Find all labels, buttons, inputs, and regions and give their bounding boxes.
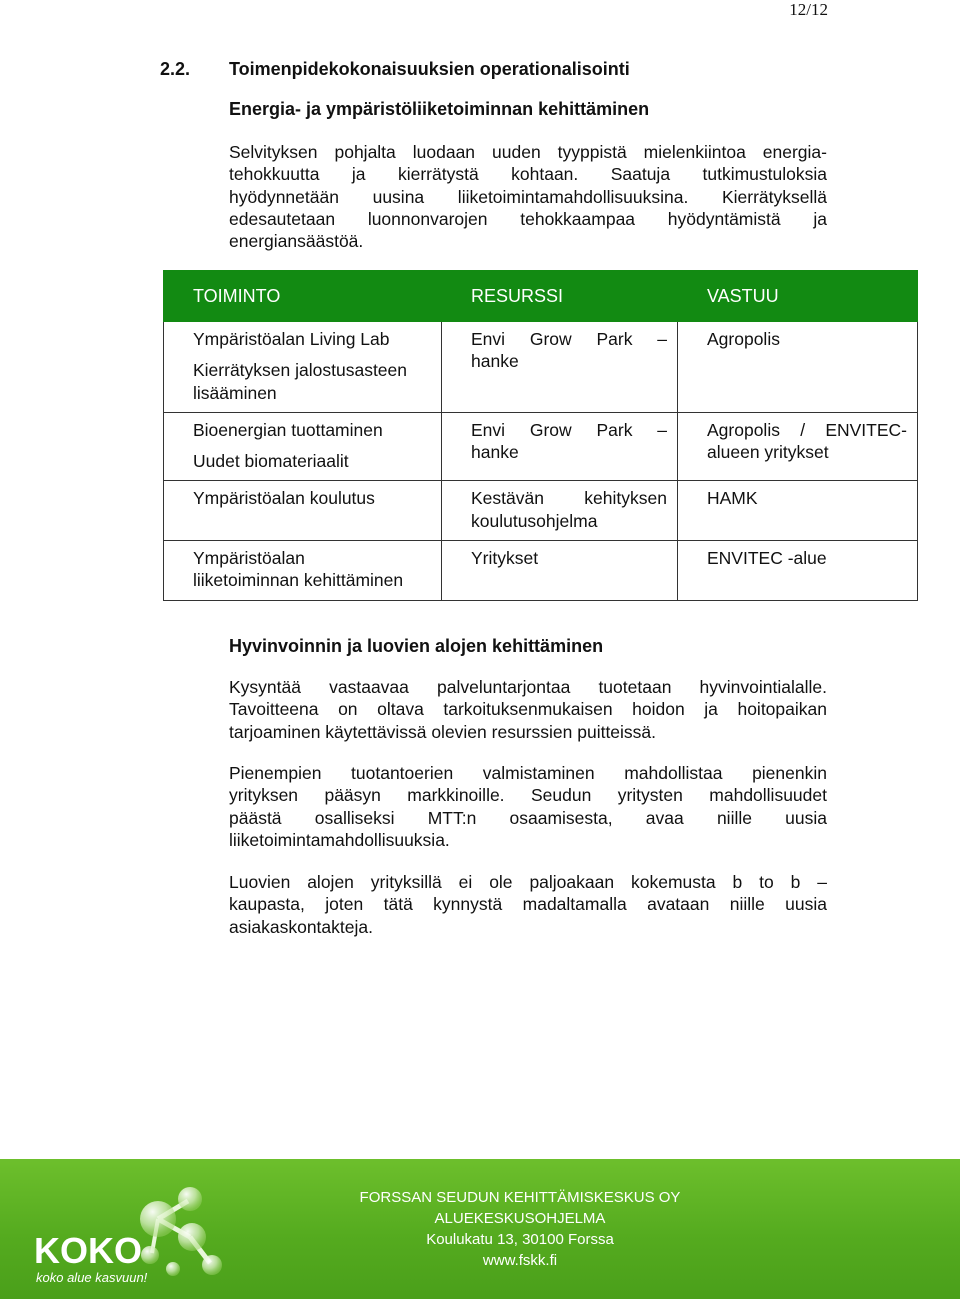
energy-paragraph [229, 141, 827, 252]
cell-resurssi [442, 541, 678, 601]
wellbeing-paragraph-3 [229, 871, 827, 938]
paragraph-line: päästä osalliseksi MTT:n osaamisesta, avaa niille uusia [229, 807, 827, 828]
logo-text: KOKO [34, 1230, 142, 1271]
cell-line: Kestävän kehityksen [471, 488, 667, 509]
cell-line: Ympäristöalan Living Lab [193, 329, 390, 349]
table-row [164, 322, 918, 413]
footer-program: ALUEKESKUSOHJELMA [434, 1210, 606, 1227]
cell-line: Kierrätyksen jalostusasteen lisääminen [193, 360, 407, 403]
actions-table [163, 270, 918, 601]
footer-org: FORSSAN SEUDUN KEHITTÄMISKESKUS OY [359, 1189, 681, 1206]
cell-toiminto [164, 322, 442, 413]
cell-line: alueen yritykset [707, 442, 829, 463]
cell-line: hanke [471, 351, 519, 372]
header-toiminto: TOIMINTO [164, 271, 442, 322]
cell-line: Envi Grow Park – [471, 419, 667, 440]
page-footer [0, 1159, 960, 1299]
cell-line: hanke [471, 442, 519, 463]
energy-line: tehokkuutta ja kierrätystä kohtaan. Saatuja tutkimustuloksia [229, 164, 827, 185]
page-number: 12/12 [789, 0, 828, 19]
cell-line: Ympäristöalan [193, 548, 305, 569]
footer-address: Koulukatu 13, 30100 Forssa [426, 1231, 614, 1248]
energy-line: edesautetaan luonnonvarojen tehokkaampaa hyödyntämistä ja [229, 208, 827, 229]
cell-vastuu [678, 541, 918, 601]
header-vastuu: VASTUU [678, 271, 918, 322]
paragraph-line: Tavoitteena on oltava tarkoituksenmukaisen hoidon ja hoitopaikan [229, 699, 827, 720]
wellbeing-paragraph-1 [229, 676, 827, 743]
cell-line: Uudet biomateriaalit [193, 451, 349, 472]
paragraph-line: Kysyntää vastaavaa palveluntarjontaa tuotetaan hyvinvointialalle. [229, 677, 827, 697]
cell-line: Ympäristöalan koulutus [193, 488, 375, 509]
section-number: 2.2. [160, 59, 191, 79]
wellbeing-paragraph-2 [229, 762, 827, 851]
table-row [164, 481, 918, 541]
cell-toiminto [164, 481, 442, 541]
paragraph-line: kaupasta, joten tätä kynnystä madaltamalla avataan niille uusia [229, 894, 827, 915]
energy-line: hyödynnetään uusina liiketoimintamahdollisuuksina. Kierrätyksellä [229, 186, 827, 207]
cell-resurssi [442, 412, 678, 481]
paragraph-line: asiakaskontakteja. [229, 916, 373, 937]
logo-tagline: koko alue kasvuun! [36, 1270, 148, 1285]
cell-line: Envi Grow Park – [471, 329, 667, 349]
footer-contact [300, 1187, 740, 1271]
molecule-icon [140, 1187, 222, 1276]
footer-web-link[interactable]: www.fskk.fi [482, 1252, 558, 1269]
cell-line: Yritykset [471, 548, 539, 569]
header-resurssi: RESURSSI [442, 271, 678, 322]
cell-toiminto [164, 412, 442, 481]
table-row [164, 412, 918, 481]
cell-line: Bioenergian tuottaminen [193, 419, 383, 440]
cell-line: ENVITEC -alue [707, 548, 827, 569]
paragraph-line: Pienempien tuotantoerien valmistaminen mahdollistaa pienenkin [229, 763, 827, 783]
paragraph-line: tarjoaminen käytettävissä olevien resurssien puitteissä. [229, 721, 657, 742]
section-heading [160, 58, 630, 80]
cell-resurssi [442, 322, 678, 413]
cell-vastuu [678, 481, 918, 541]
cell-line: liiketoiminnan kehittäminen [193, 570, 404, 591]
section-title: Toimenpidekokonaisuuksien operationalisointi [229, 59, 630, 79]
table-row [164, 541, 918, 601]
koko-logo [28, 1179, 248, 1289]
paragraph-line: yrityksen pääsyn markkinoille. Seudun yritysten mahdollisuudet [229, 785, 827, 806]
energy-line: Selvityksen pohjalta luodaan uuden tyyppistä mielenkiintoa energia- [229, 142, 827, 162]
energy-line: energiansäästöä. [229, 231, 364, 252]
energy-heading: Energia- ja ympäristöliiketoiminnan kehittäminen [229, 99, 650, 119]
cell-line: Agropolis [707, 329, 780, 349]
cell-resurssi [442, 481, 678, 541]
cell-line: Agropolis / ENVITEC- [707, 419, 907, 440]
cell-vastuu [678, 412, 918, 481]
cell-line: koulutusohjelma [471, 510, 598, 531]
wellbeing-heading: Hyvinvoinnin ja luovien alojen kehittäminen [229, 636, 604, 656]
table-header-row [164, 271, 918, 322]
cell-toiminto [164, 541, 442, 601]
cell-line: HAMK [707, 488, 758, 509]
paragraph-line: Luovien alojen yrityksillä ei ole paljoakaan kokemusta b to b – [229, 872, 827, 892]
cell-vastuu [678, 322, 918, 413]
paragraph-line: liiketoimintamahdollisuuksia. [229, 829, 450, 850]
